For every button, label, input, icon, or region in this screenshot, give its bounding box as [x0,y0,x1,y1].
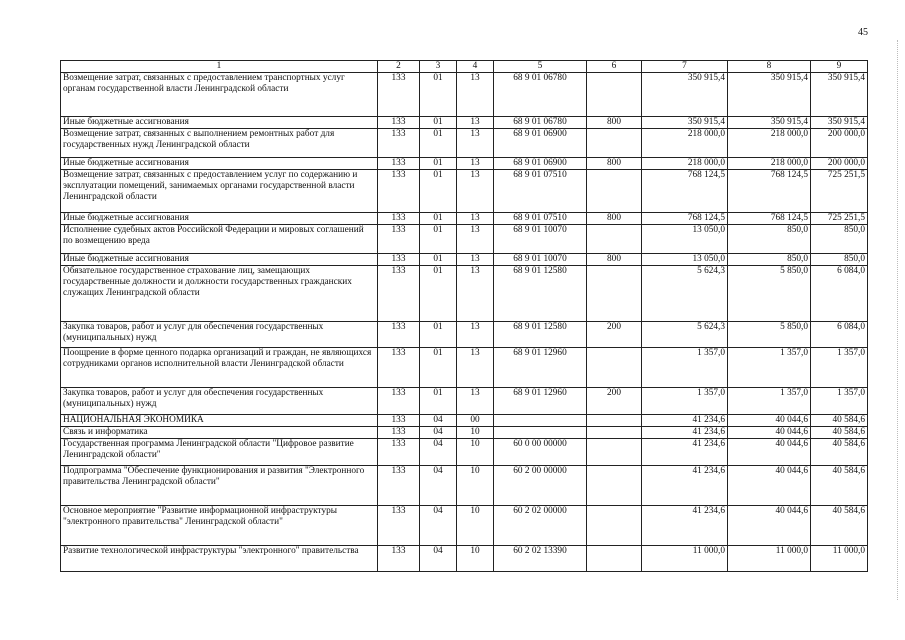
cell-subsection: 10 [457,466,494,506]
cell-subsection: 13 [457,266,494,322]
scan-edge-marks [897,40,902,600]
cell-section: 01 [420,254,457,266]
row-name: Государственная программа Ленинградской области "Цифровое развитие Ленинградской области" [61,439,378,466]
cell-section: 01 [420,322,457,348]
cell-section: 01 [420,388,457,415]
row-name: Иные бюджетные ассигнования [61,213,378,225]
cell-admin-code: 133 [378,427,420,439]
cell-expense-type [587,129,642,158]
table-row [61,506,868,546]
cell-amount-year1: 5 624,3 [642,322,728,348]
header-cell: 4 [457,61,494,73]
cell-admin-code: 133 [378,348,420,388]
table-row [61,158,868,170]
cell-section: 04 [420,439,457,466]
table-row [61,266,868,322]
cell-amount-year1: 768 124,5 [642,170,728,213]
cell-amount-year3: 725 251,5 [811,170,868,213]
cell-amount-year2: 850,0 [728,225,811,254]
cell-amount-year3: 11 000,0 [811,546,868,572]
cell-target-item: 68 9 01 06900 [494,129,587,158]
cell-amount-year2: 40 044,6 [728,506,811,546]
cell-subsection: 00 [457,415,494,427]
row-name: Обязательное государственное страхование лиц, замещающих государственные должности и должности государственных гражданских служащих Ленинградской области [61,266,378,322]
cell-amount-year2: 40 044,6 [728,415,811,427]
cell-amount-year1: 41 234,6 [642,466,728,506]
table-row [61,322,868,348]
cell-admin-code: 133 [378,117,420,129]
cell-amount-year3: 350 915,4 [811,117,868,129]
cell-amount-year2: 40 044,6 [728,466,811,506]
cell-section: 01 [420,225,457,254]
cell-amount-year1: 350 915,4 [642,73,728,117]
cell-amount-year2: 40 044,6 [728,439,811,466]
table-row [61,129,868,158]
cell-expense-type [587,73,642,117]
cell-expense-type: 800 [587,158,642,170]
cell-amount-year3: 1 357,0 [811,388,868,415]
cell-amount-year1: 11 000,0 [642,546,728,572]
cell-amount-year2: 218 000,0 [728,158,811,170]
cell-amount-year1: 5 624,3 [642,266,728,322]
cell-admin-code: 133 [378,439,420,466]
cell-target-item: 68 9 01 10070 [494,225,587,254]
table-row [61,170,868,213]
cell-expense-type: 200 [587,322,642,348]
cell-amount-year1: 1 357,0 [642,388,728,415]
cell-subsection: 13 [457,213,494,225]
cell-section: 01 [420,266,457,322]
cell-subsection: 13 [457,73,494,117]
table-row [61,466,868,506]
cell-admin-code: 133 [378,388,420,415]
cell-section: 01 [420,117,457,129]
row-name: Возмещение затрат, связанных с предоставлением транспортных услуг органам государственной власти Ленинградской области [61,73,378,117]
cell-amount-year1: 1 357,0 [642,348,728,388]
cell-admin-code: 133 [378,158,420,170]
table-row [61,415,868,427]
cell-admin-code: 133 [378,73,420,117]
table-row [61,439,868,466]
cell-subsection: 10 [457,439,494,466]
page-number: 45 [858,27,868,38]
cell-section: 01 [420,348,457,388]
cell-target-item: 60 2 00 00000 [494,466,587,506]
cell-target-item: 68 9 01 06780 [494,117,587,129]
cell-section: 04 [420,466,457,506]
row-name: Развитие технологической инфраструктуры "электронного" правительства [61,546,378,572]
cell-admin-code: 133 [378,506,420,546]
cell-admin-code: 133 [378,266,420,322]
cell-admin-code: 133 [378,213,420,225]
cell-subsection: 13 [457,348,494,388]
cell-target-item: 68 9 01 10070 [494,254,587,266]
cell-expense-type [587,348,642,388]
cell-expense-type [587,415,642,427]
cell-section: 01 [420,170,457,213]
cell-subsection: 10 [457,546,494,572]
cell-amount-year3: 40 584,6 [811,439,868,466]
cell-admin-code: 133 [378,546,420,572]
table-row [61,213,868,225]
cell-section: 04 [420,546,457,572]
row-name: Иные бюджетные ассигнования [61,117,378,129]
cell-amount-year3: 200 000,0 [811,158,868,170]
cell-expense-type [587,506,642,546]
table-row [61,225,868,254]
cell-amount-year1: 13 050,0 [642,254,728,266]
cell-amount-year2: 1 357,0 [728,388,811,415]
cell-target-item: 60 2 02 00000 [494,506,587,546]
cell-expense-type [587,225,642,254]
cell-amount-year3: 725 251,5 [811,213,868,225]
cell-section: 04 [420,427,457,439]
cell-target-item: 68 9 01 12960 [494,348,587,388]
row-name: Поощрение в форме ценного подарка организаций и граждан, не являющихся сотрудниками органов исполнительной власти Ленинградской области [61,348,378,388]
cell-section: 04 [420,415,457,427]
row-name: Возмещение затрат, связанных с предоставлением услуг по содержанию и эксплуатации помещений, занимаемых органами государственной власти Ленинградской области [61,170,378,213]
cell-target-item: 68 9 01 12580 [494,322,587,348]
cell-amount-year3: 1 357,0 [811,348,868,388]
cell-amount-year1: 41 234,6 [642,415,728,427]
table-row [61,348,868,388]
cell-amount-year3: 40 584,6 [811,427,868,439]
header-cell: 9 [811,61,868,73]
cell-amount-year2: 850,0 [728,254,811,266]
cell-expense-type [587,546,642,572]
cell-target-item: 68 9 01 07510 [494,213,587,225]
header-row [61,61,868,73]
cell-expense-type: 800 [587,213,642,225]
cell-amount-year3: 200 000,0 [811,129,868,158]
cell-expense-type: 800 [587,254,642,266]
row-name: Подпрограмма "Обеспечение функционирования и развития "Электронного правительства Ленинградской области" [61,466,378,506]
cell-subsection: 13 [457,117,494,129]
cell-amount-year3: 40 584,6 [811,506,868,546]
cell-amount-year2: 5 850,0 [728,322,811,348]
header-cell: 1 [61,61,378,73]
header-cell: 3 [420,61,457,73]
row-name: Основное мероприятие "Развитие информационной инфраструктуры "электронного правительства" Ленинградской области" [61,506,378,546]
cell-admin-code: 133 [378,170,420,213]
table-row [61,73,868,117]
cell-amount-year2: 350 915,4 [728,117,811,129]
cell-section: 01 [420,213,457,225]
cell-amount-year3: 850,0 [811,254,868,266]
cell-amount-year3: 6 084,0 [811,266,868,322]
cell-amount-year3: 40 584,6 [811,415,868,427]
cell-amount-year2: 218 000,0 [728,129,811,158]
cell-section: 01 [420,129,457,158]
cell-amount-year3: 350 915,4 [811,73,868,117]
cell-subsection: 13 [457,129,494,158]
cell-admin-code: 133 [378,466,420,506]
cell-section: 04 [420,506,457,546]
cell-expense-type: 200 [587,388,642,415]
row-name: НАЦИОНАЛЬНАЯ ЭКОНОМИКА [61,415,378,427]
cell-subsection: 13 [457,322,494,348]
cell-amount-year1: 768 124,5 [642,213,728,225]
cell-section: 01 [420,73,457,117]
cell-expense-type [587,439,642,466]
table-row [61,427,868,439]
header-cell: 6 [587,61,642,73]
row-name: Возмещение затрат, связанных с выполнением ремонтных работ для государственных нужд Ленинградской области [61,129,378,158]
cell-amount-year2: 40 044,6 [728,427,811,439]
table-row [61,117,868,129]
cell-target-item: 60 0 00 00000 [494,439,587,466]
cell-subsection: 10 [457,427,494,439]
cell-amount-year2: 5 850,0 [728,266,811,322]
row-name: Иные бюджетные ассигнования [61,158,378,170]
cell-target-item: 68 9 01 12580 [494,266,587,322]
table-row [61,254,868,266]
table-row [61,388,868,415]
cell-expense-type [587,466,642,506]
cell-amount-year1: 41 234,6 [642,506,728,546]
cell-expense-type: 800 [587,117,642,129]
cell-target-item: 68 9 01 07510 [494,170,587,213]
cell-admin-code: 133 [378,129,420,158]
row-name: Закупка товаров, работ и услуг для обеспечения государственных (муниципальных) нужд [61,322,378,348]
cell-admin-code: 133 [378,254,420,266]
cell-amount-year1: 41 234,6 [642,439,728,466]
header-cell: 7 [642,61,728,73]
cell-target-item: 68 9 01 12960 [494,388,587,415]
cell-amount-year1: 41 234,6 [642,427,728,439]
cell-amount-year1: 218 000,0 [642,158,728,170]
cell-subsection: 10 [457,506,494,546]
row-name: Исполнение судебных актов Российской Федерации и мировых соглашений по возмещению вреда [61,225,378,254]
cell-expense-type [587,266,642,322]
cell-admin-code: 133 [378,322,420,348]
cell-amount-year1: 350 915,4 [642,117,728,129]
cell-amount-year3: 40 584,6 [811,466,868,506]
cell-target-item: 60 2 02 13390 [494,546,587,572]
cell-subsection: 13 [457,170,494,213]
cell-admin-code: 133 [378,415,420,427]
cell-subsection: 13 [457,254,494,266]
header-cell: 8 [728,61,811,73]
cell-amount-year2: 768 124,5 [728,213,811,225]
cell-amount-year2: 1 357,0 [728,348,811,388]
cell-target-item [494,415,587,427]
cell-target-item: 68 9 01 06900 [494,158,587,170]
table-row [61,546,868,572]
cell-target-item [494,427,587,439]
cell-expense-type [587,170,642,213]
row-name: Иные бюджетные ассигнования [61,254,378,266]
cell-section: 01 [420,158,457,170]
cell-subsection: 13 [457,225,494,254]
cell-amount-year1: 13 050,0 [642,225,728,254]
cell-subsection: 13 [457,388,494,415]
cell-amount-year3: 850,0 [811,225,868,254]
budget-table [60,60,868,572]
cell-subsection: 13 [457,158,494,170]
cell-amount-year1: 218 000,0 [642,129,728,158]
cell-target-item: 68 9 01 06780 [494,73,587,117]
row-name: Закупка товаров, работ и услуг для обеспечения государственных (муниципальных) нужд [61,388,378,415]
row-name: Связь и информатика [61,427,378,439]
cell-expense-type [587,427,642,439]
header-cell: 5 [494,61,587,73]
cell-amount-year2: 768 124,5 [728,170,811,213]
header-cell: 2 [378,61,420,73]
cell-amount-year3: 6 084,0 [811,322,868,348]
cell-amount-year2: 11 000,0 [728,546,811,572]
cell-amount-year2: 350 915,4 [728,73,811,117]
cell-admin-code: 133 [378,225,420,254]
